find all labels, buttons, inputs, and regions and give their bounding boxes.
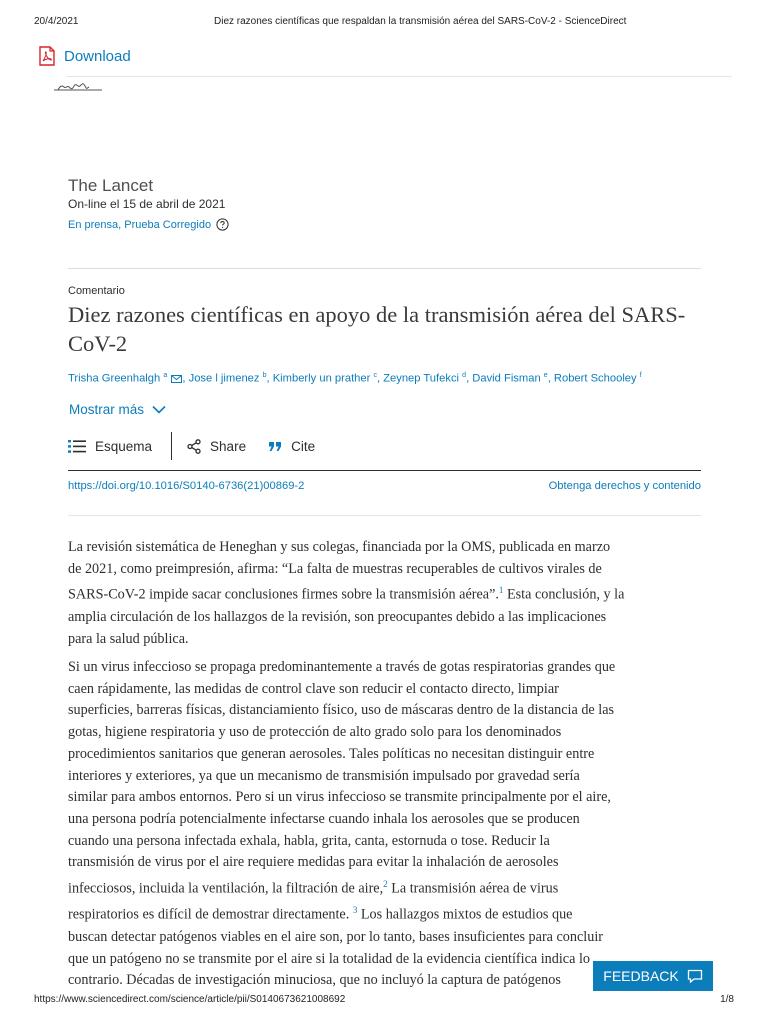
text-segment: Los hallazgos mixtos de estudios que	[357, 907, 573, 924]
chevron-down-icon	[152, 405, 166, 414]
help-icon[interactable]	[216, 218, 229, 231]
text-line: similar para ambos entornos. Pero si un virus infeccioso se transmite principalmente por el aire,	[68, 789, 611, 806]
feedback-button[interactable]	[593, 961, 713, 991]
share-label: Share	[210, 438, 247, 454]
text-line: amplia circulación de los hallazgos de la revisión, son preocupantes debido a las implicaciones	[68, 608, 607, 625]
author-link[interactable]: Jose l jimenez	[188, 372, 260, 385]
body-paragraph	[68, 537, 708, 650]
download-pdf-button[interactable]	[38, 46, 131, 66]
feedback-label: FEEDBACK	[603, 968, 679, 984]
text-line	[68, 900, 708, 926]
show-more-button[interactable]	[69, 402, 166, 417]
text-line: cuando una persona infectada exhala, habla, grita, canta, estornuda o tose. Reducir la	[68, 832, 550, 849]
press-status[interactable]	[68, 218, 229, 231]
text-segment: Esta conclusión, y la	[503, 587, 625, 604]
outline-label: Esquema	[95, 438, 153, 454]
article-toolbar	[68, 430, 315, 462]
text-line: gotas, higiene respiratoria y uso de protección de alto grado solo para los denominados	[68, 724, 562, 741]
author-affiliation: e	[543, 372, 548, 379]
text-line: interiores y exteriores, ya que un mecanismo de transmisión impulsado por gravedad sería	[68, 767, 580, 784]
share-button[interactable]	[187, 439, 246, 454]
author-affiliation: d	[462, 372, 467, 379]
body-paragraph	[68, 657, 708, 992]
press-status-label: En prensa, Prueba Corregido	[68, 218, 212, 231]
text-line: Si un virus infeccioso se propaga predominantemente a través de gotas respiratorias grandes que	[68, 659, 616, 675]
author-link[interactable]: David Fisman	[472, 372, 541, 385]
speech-bubble-icon	[687, 969, 703, 983]
pdf-icon	[38, 46, 56, 66]
reference-link[interactable]: 2	[383, 879, 388, 890]
author-affiliation: b	[262, 372, 267, 379]
text-line: procedimientos sanitarios que generan aerosoles. Tales políticas no necesitan distinguir entre	[68, 745, 595, 762]
text-line: que un patógeno no se transmite por el aire si la totalidad de la evidencia científica indica lo	[68, 950, 590, 967]
list-icon	[68, 439, 86, 454]
download-label: Download	[64, 47, 131, 65]
journal-name[interactable]: The Lancet	[68, 176, 154, 195]
text-line: caen rápidamente, las medidas de control clave son reducir el contacto directo, limpiar	[68, 680, 559, 697]
text-segment: infecciosos, incluida la ventilación, la filtración de aire,	[68, 880, 384, 897]
divider	[68, 470, 701, 471]
text-line: contrario. Décadas de investigación minuciosa, que no incluyó la captura de patógenos	[68, 972, 561, 989]
text-segment: respiratorios es difícil de demostrar directamente.	[68, 907, 353, 924]
text-line: una persona podría potencialmente infectarse cuando inhala los aerosoles que se producen	[68, 810, 580, 827]
text-line: superficies, barreras físicas, distanciamiento físico, uso de máscaras dentro de la distancia de las	[68, 702, 615, 719]
author-link[interactable]: Robert Schooley	[553, 372, 637, 385]
text-line	[68, 874, 708, 900]
toolbar-divider	[171, 432, 172, 460]
quote-icon	[268, 440, 282, 452]
text-line	[68, 580, 708, 606]
print-footer	[34, 994, 734, 1005]
cite-button[interactable]	[268, 439, 315, 454]
author-link[interactable]: Trisha Greenhalgh	[68, 372, 161, 385]
author-affiliation: c	[373, 372, 377, 379]
reference-link[interactable]: 1	[498, 585, 504, 596]
elsevier-logo-fragment	[52, 78, 104, 92]
text-line: buscan detectar patógenos viables en el aire son, por lo tanto, bases insuficientes para concluir	[68, 928, 603, 945]
author-list: Trisha Greenhalgh $^a$ , Jose l jimenez $^b$, Kimberly un prather $^c$, Zeynep Tufekci $^d$, David Fisman $^e$, Robert Schooley $^f$	[68, 372, 642, 385]
article-type: Comentario	[68, 285, 125, 297]
doi-link[interactable]: https://doi.org/10.1016/S0140-6736(21)00869-2	[68, 480, 305, 492]
text-line: para la salud pública.	[68, 630, 189, 647]
text-segment: La transmisión aérea de virus	[387, 880, 559, 897]
text-segment: SARS-CoV-2 impide sacar conclusiones firmes sobre la transmisión aérea”.	[68, 587, 499, 604]
author-link[interactable]: Kimberly un prather	[272, 372, 371, 385]
text-line: La revisión sistemática de Heneghan y sus colegas, financiada por la OMS, publicada en marzo	[68, 539, 611, 555]
author-affiliation: a	[163, 372, 168, 379]
rights-link[interactable]: Obtenga derechos y contenido	[548, 480, 701, 492]
reference-link[interactable]: 3	[352, 905, 358, 916]
cite-label: Cite	[291, 438, 316, 454]
share-icon	[187, 439, 201, 454]
online-date: On-line el 15 de abril de 2021	[68, 197, 226, 211]
top-divider	[66, 76, 732, 77]
mail-icon[interactable]	[171, 375, 182, 383]
article-title: Diez razones científicas en apoyo de la transmisión aérea del SARS-CoV-2	[68, 302, 686, 356]
show-more-label: Mostrar más	[69, 402, 145, 417]
author-link[interactable]: Zeynep Tufekci	[383, 372, 460, 385]
divider	[68, 515, 701, 516]
print-date: 20/4/2021	[34, 16, 79, 27]
text-line: transmisión de virus por el aire requiere medidas para evitar la inhalación de aerosoles	[68, 854, 559, 871]
page-number: 1/8	[720, 994, 734, 1005]
author-affiliation: f	[639, 372, 642, 379]
print-url: https://www.sciencedirect.com/science/article/pii/S0140673621008692	[34, 994, 346, 1005]
divider	[68, 268, 701, 269]
outline-button[interactable]	[68, 439, 152, 454]
print-title: Diez razones científicas que respaldan la transmisión aérea del SARS-CoV-2 - ScienceDirect	[214, 16, 627, 27]
text-line: de 2021, como preimpresión, afirma: “La falta de muestras recuperables de cultivos virales de	[68, 560, 602, 577]
